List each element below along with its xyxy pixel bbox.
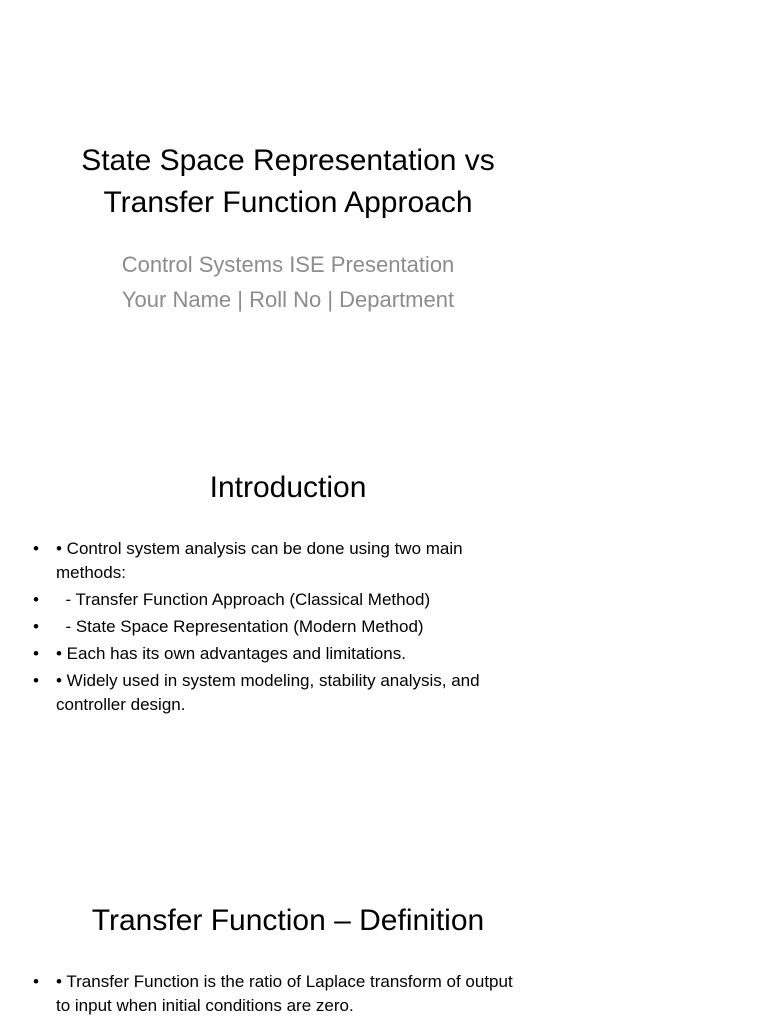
slide-3 [0,816,576,1024]
bullet-item [0,537,540,585]
bullet-item [0,615,540,639]
bullet-text-line: • Widely used in system modeling, stability analysis, and [56,671,480,690]
slide-1-subtitle-line-2: Your Name | Roll No | Department [121,287,455,312]
bullet-marker: • [33,972,39,991]
bullet-item [0,669,540,717]
slide-1-subtitle [0,247,576,317]
bullet-marker: • [33,671,39,690]
slide-1-subtitle-line-1: Control Systems ISE Presentation [121,252,455,277]
bullet-item [0,588,540,612]
bullet-item [0,970,540,1018]
bullet-text-line: - Transfer Function Approach (Classical Method) [56,590,431,609]
slide-2-bullet-list [0,537,540,720]
bullet-marker: • [33,644,39,663]
bullet-marker: • [33,617,39,636]
bullet-text-line: methods: [56,563,126,582]
bullet-text-line: to input when initial conditions are zero. [56,996,354,1015]
bullet-text-line: • Transfer Function is the ratio of Laplace transform of output [56,972,513,991]
bullet-text-line: - State Space Representation (Modern Method) [56,617,424,636]
bullet-item [0,642,540,666]
slide-1-title-line-2: Transfer Function Approach [103,186,473,219]
bullet-marker: • [33,590,39,609]
bullet-text-line: • Each has its own advantages and limitations. [56,644,406,663]
slide-1-title-line-1: State Space Representation vs [81,144,495,177]
slide-2 [0,384,576,816]
slide-1-title [0,140,576,224]
slide-3-title: Transfer Function – Definition [91,904,485,937]
bullet-marker: • [33,539,39,558]
slide-3-bullet-list [0,970,540,1021]
bullet-text-line: controller design. [56,695,186,714]
slide-2-title: Introduction [209,471,367,504]
bullet-text-line: • Control system analysis can be done using two main [56,539,463,558]
slide-1 [0,0,576,384]
